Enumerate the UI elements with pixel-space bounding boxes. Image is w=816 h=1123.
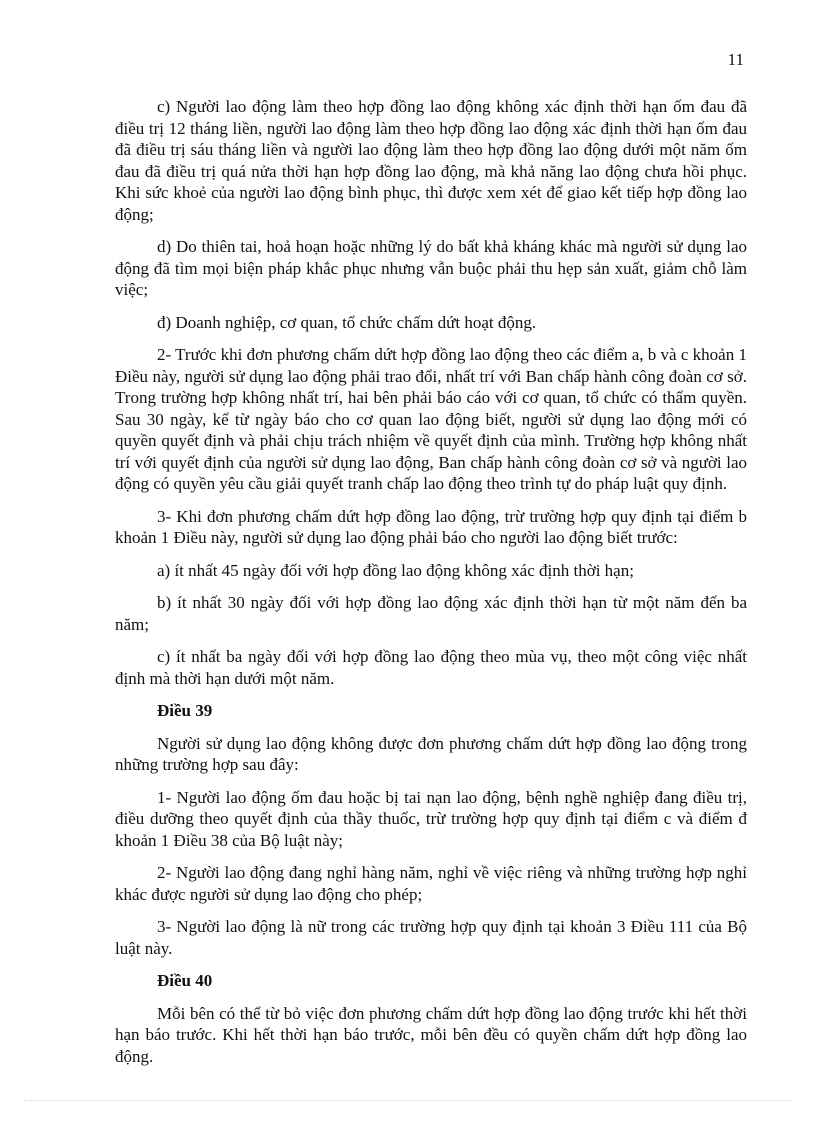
- article-39-intro: Người sử dụng lao động không được đơn phương chấm dứt hợp đồng lao động trong những trường hợp sau đây:: [115, 733, 747, 774]
- article-39-item-1: 1- Người lao động ốm đau hoặc bị tai nạn lao động, bệnh nghề nghiệp đang điều trị, điều dưỡng theo quyết định của thầy thuốc, trừ trường hợp quy định tại điểm c và điểm đ khoản 1 Điều 38 của Bộ luật này;: [115, 787, 747, 850]
- article-39-item-2: 2- Người lao động đang nghỉ hàng năm, nghỉ về việc riêng và những trường hợp nghỉ khác được người sử dụng lao động cho phép;: [115, 863, 747, 904]
- page-number: 11: [727, 50, 744, 69]
- clause-3-notice: 3- Khi đơn phương chấm dứt hợp đồng lao động, trừ trường hợp quy định tại điểm b khoản 1 Điều này, người sử dụng lao động phải báo cho người lao động biết trước:: [115, 506, 747, 547]
- article-40-text: Mỗi bên có thể từ bỏ việc đơn phương chấm dứt hợp đồng lao động trước khi hết thời hạn báo trước. Khi hết thời hạn báo trước, mỗi bên đều có quyền chấm dứt hợp đồng lao động.: [115, 1003, 747, 1066]
- footer-divider: [24, 1100, 792, 1101]
- notice-item-c: c) ít nhất ba ngày đối với hợp đồng lao động theo mùa vụ, theo một công việc nhất định mà thời hạn dưới một năm.: [115, 647, 747, 688]
- article-39-item-3: 3- Người lao động là nữ trong các trường hợp quy định tại khoản 3 Điều 111 của Bộ luật này.: [115, 917, 747, 958]
- notice-item-b: b) ít nhất 30 ngày đối với hợp đồng lao động xác định thời hạn từ một năm đến ba năm;: [115, 593, 747, 634]
- document-body: [115, 96, 747, 1078]
- clause-2-consultation: 2- Trước khi đơn phương chấm dứt hợp đồng lao động theo các điểm a, b và c khoản 1 Điều này, người sử dụng lao động phải trao đổi, nhất trí với Ban chấp hành công đoàn cơ sở. Trong trường hợp không nhất trí, hai bên phải báo cáo với cơ quan, tổ chức có thẩm quyền. Sau 30 ngày, kể từ ngày báo cho cơ quan lao động biết, người sử dụng lao động mới có quyền quyết định và phải chịu trách nhiệm về quyết định của mình. Trường hợp không nhất trí với quyết định của người sử dụng lao động, Ban chấp hành công đoàn cơ sở và người lao động có quyền yêu cầu giải quyết tranh chấp lao động theo trình tự do pháp luật quy định.: [115, 345, 747, 493]
- clause-dd-cessation: đ) Doanh nghiệp, cơ quan, tổ chức chấm dứt hoạt động.: [157, 312, 537, 332]
- clause-c-illness: c) Người lao động làm theo hợp đồng lao động không xác định thời hạn ốm đau đã điều trị 12 tháng liền, người lao động làm theo hợp đồng lao động xác định thời hạn ốm đau đã điều trị sáu tháng liền và người lao động làm theo hợp đồng lao động dưới một năm ốm đau đã điều trị quá nửa thời hạn hợp đồng lao động, mà khả năng lao động chưa hồi phục. Khi sức khoẻ của người lao động bình phục, thì được xem xét để giao kết tiếp hợp đồng lao động;: [115, 97, 747, 224]
- notice-item-a: a) ít nhất 45 ngày đối với hợp đồng lao động không xác định thời hạn;: [157, 560, 634, 580]
- clause-d-force-majeure: d) Do thiên tai, hoả hoạn hoặc những lý do bất khả kháng khác mà người sử dụng lao động đã tìm mọi biện pháp khắc phục nhưng vẫn buộc phải thu hẹp sản xuất, giảm chỗ làm việc;: [115, 237, 747, 299]
- article-40-heading: Điều 40: [157, 971, 213, 990]
- article-39-heading: Điều 39: [157, 701, 213, 720]
